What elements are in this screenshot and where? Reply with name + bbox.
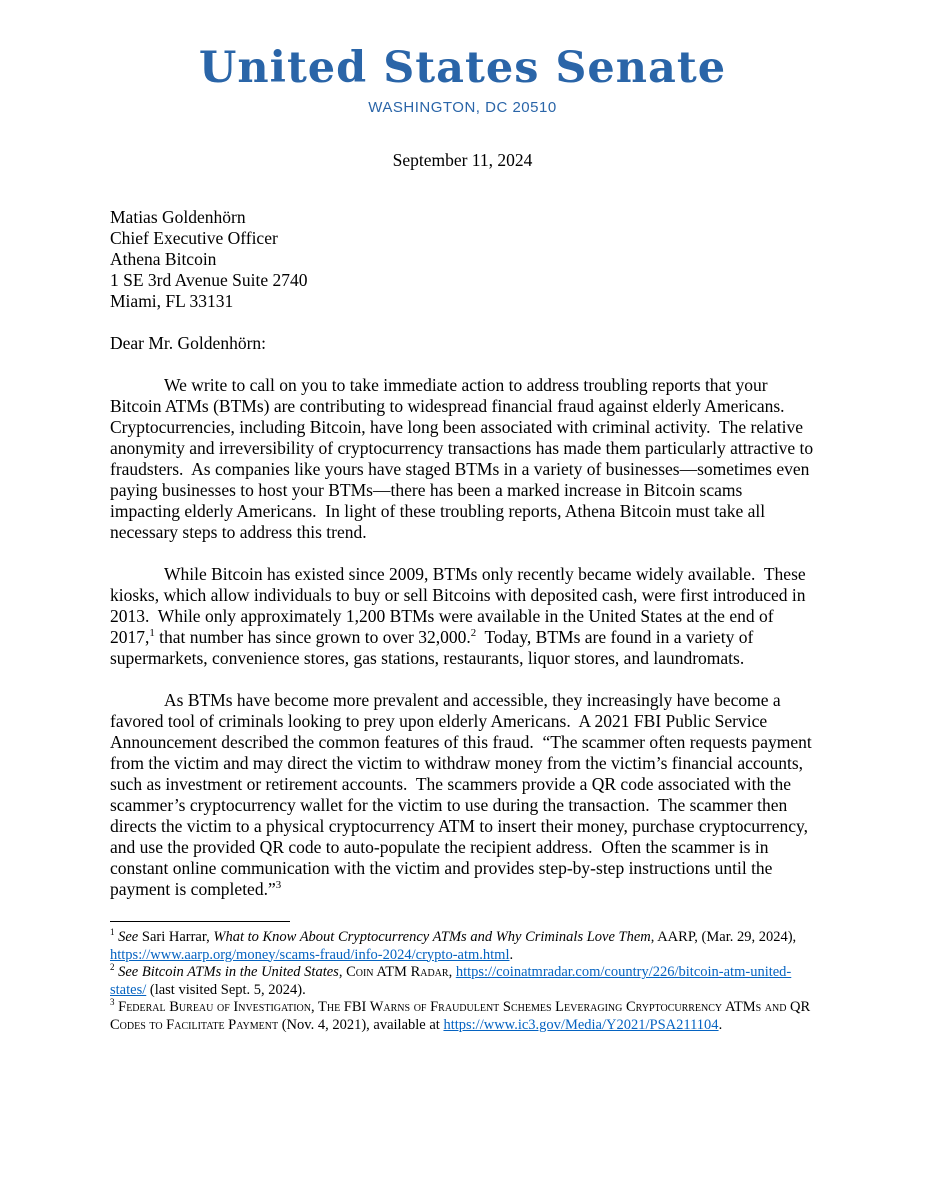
body-paragraph-2	[110, 564, 815, 669]
footnote-ref: 3	[275, 879, 282, 892]
recipient-city: Miami, FL 33131	[110, 291, 234, 311]
text-run: Sari Harrar,	[138, 929, 214, 945]
footnote-separator	[110, 921, 290, 922]
letterhead	[110, 44, 815, 116]
footnote-2	[110, 964, 815, 999]
text-run: ,	[448, 964, 456, 981]
footnote-1	[110, 929, 815, 964]
text-run: While Bitcoin has existed since 2009, BTMs only recently became widely available. These kiosks, which allow individuals to buy or sell Bitcoins with deposited cash, were first introduced in 2013. While only approximately 1,200 BTMs were available in the United States at the end of 2017,	[110, 564, 811, 647]
text-run: that number has since grown to over 32,000.	[154, 627, 471, 647]
text-run: See	[118, 929, 139, 945]
letter-body	[110, 375, 818, 900]
recipient-name: Matias Goldenhörn	[110, 207, 246, 227]
footnote-ref: 1	[110, 927, 115, 938]
salutation: Dear Mr. Goldenhörn:	[110, 333, 267, 353]
text-run: Federal Bureau of Investigation, The FBI Warns of Fraudulent Schemes Leveraging Cryptocurrency ATMs and QR Codes to Facilitate Payment	[110, 999, 814, 1033]
text-run: ,	[338, 964, 347, 981]
letterhead-address: WASHINGTON, DC 20510	[368, 99, 557, 116]
recipient-address-block	[110, 207, 815, 312]
body-paragraph-1	[110, 375, 818, 543]
text-run: As BTMs have become more prevalent and accessible, they increasingly have become a favored tool of criminals looking to prey upon elderly Americans. A 2021 FBI Public Service Announcement described the common features of this fraud. “The scammer often requests payment from the victim and may direct the victim to withdraw money from the victim’s financial accounts, such as investment or retirement accounts. The scammers provide a QR code associated with the scammer’s cryptocurrency wallet for the victim to use during the transaction. The scammer then directs the victim to a physical cryptocurrency ATM to insert their money, purchase cryptocurrency, and use the provided QR code to auto-populate the recipient address. Often the scammer is in constant online communication with the victim and provides step-by-step instructions until the payment is completed.”	[110, 690, 817, 899]
text-run: .	[509, 946, 514, 963]
footnote-ref: 3	[110, 997, 115, 1008]
hyperlink[interactable]: https://www.aarp.org/money/scams-fraud/info-2024/crypto-atm.html	[110, 946, 510, 963]
footnote-ref: 2	[110, 962, 115, 973]
text-run: Today, BTMs are found in a variety of supermarkets, convenience stores, gas stations, restaurants, liquor stores, and laundromats.	[110, 627, 758, 668]
footnote-ref: 2	[470, 627, 477, 640]
footnote-3	[110, 999, 815, 1034]
text-run: What to Know About Cryptocurrency ATMs and Why Criminals Love Them	[213, 929, 651, 945]
recipient-title: Chief Executive Officer	[110, 228, 278, 248]
hyperlink[interactable]: https://www.ic3.gov/Media/Y2021/PSA211104	[443, 1016, 719, 1033]
footnote-section	[110, 921, 815, 1035]
text-run: (last visited Sept. 5, 2024).	[146, 981, 306, 998]
text-run: See Bitcoin ATMs in the United States	[118, 964, 339, 981]
footnote-ref: 1	[149, 627, 155, 640]
recipient-company: Athena Bitcoin	[110, 249, 217, 269]
text-run: (Nov. 4, 2021), available at	[278, 1016, 444, 1033]
hyperlink[interactable]: https://coinatmradar.com/country/226/bitcoin-atm-united-states/	[110, 964, 792, 998]
letter-date: September 11, 2024	[392, 150, 533, 170]
text-run: , AARP, (Mar. 29, 2024),	[650, 929, 800, 945]
text-run: Coin ATM Radar	[346, 964, 449, 981]
text-run: We write to call on you to take immediate action to address troubling reports that your Bitcoin ATMs (BTMs) are contributing to widespread financial fraud against elderly Americans. Cryptocurrencies, including Bitcoin, have long been associated with criminal activity. The relative anonymity and irreversibility of cryptocurrency transactions has made them particularly attractive to fraudsters. As companies like yours have staged BTMs in a variety of businesses—sometimes even paying businesses to host your BTMs—there has been a marked increase in Bitcoin scams impacting elderly Americans. In light of these troubling reports, Athena Bitcoin must take all necessary steps to address this trend.	[110, 375, 818, 542]
recipient-street: 1 SE 3rd Avenue Suite 2740	[110, 270, 308, 290]
text-run: .	[718, 1016, 723, 1033]
body-paragraph-3	[110, 690, 815, 900]
letterhead-title: United States Senate	[198, 43, 727, 93]
